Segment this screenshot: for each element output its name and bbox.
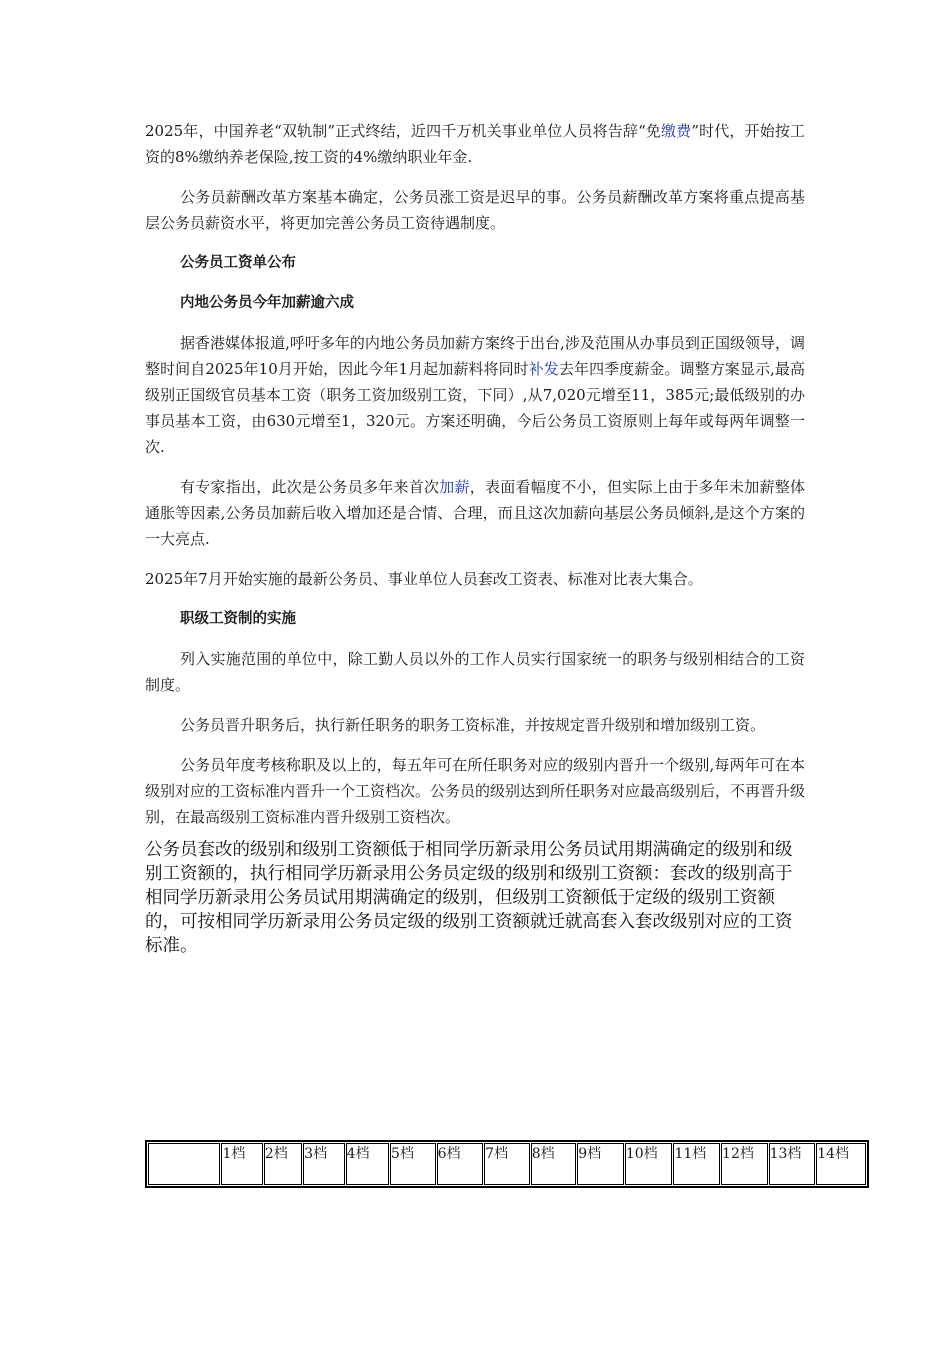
table-header-cell: 10档 (625, 1143, 673, 1185)
paragraph-promotion: 公务员晋升职务后，执行新任职务的职务工资标准，并按规定晋升级别和增加级别工资。 (180, 716, 766, 734)
table-header-cell: 5档 (390, 1143, 436, 1185)
table-header-cell: 3档 (303, 1143, 344, 1185)
link-bufa[interactable]: 补发 (528, 360, 559, 378)
table-header-cell: 11档 (673, 1143, 720, 1185)
paragraph-reform: 公务员薪酬改革方案基本确定，公务员涨工资是迟早的事。公务员薪酬改革方案将重点提高基层公务员薪资水平，将更加完善公务员工资待遇制度。 (145, 188, 805, 232)
text: ，表面看幅度不小，但实际上由于多年未加薪整体通胀等因素,公务员加薪后收入增加还是合情、合理，而且这次加薪向基层公务员倾斜,是这个方案的一大亮点. (145, 478, 805, 548)
table-header-cell: 4档 (346, 1143, 389, 1185)
table-header-cell: 7档 (484, 1143, 530, 1185)
document-body (145, 118, 805, 958)
heading-implementation: 职级工资制的实施 (180, 611, 296, 627)
paragraph-pension (145, 118, 805, 170)
table-header-cell: 2档 (264, 1143, 302, 1185)
text: ”时代，开始按工资的8%缴纳养老保险,按工资的4%缴纳职业年金. (145, 122, 805, 166)
text: 2025年，中国养老“双轨制”正式终结，近四千万机关事业单位人员将告辞“免 (145, 122, 662, 140)
paragraph-assessment: 公务员年度考核称职及以上的，每五年可在所任职务对应的级别内晋升一个级别,每两年可在本级别对应的工资标准内晋升一个工资档次。公务员的级别达到所任职务对应最高级别后，不再晋升级别，在最高级别工资标准内晋升级别工资档次。 (145, 756, 806, 826)
table-header-cell: 1档 (221, 1143, 262, 1185)
heading-raise: 内地公务员今年加薪逾六成 (180, 295, 354, 311)
text: 去年四季度薪金。调整方案显示,最高级别正国级官员基本工资（职务工资加级别工资，下同）,从7,020元增至11，385元;最低级别的办事员基本工资，由630元增至1，320元。方案还明确，今后公务员工资原则上每年或每两年调整一次. (145, 360, 805, 456)
paragraph-hk-report (145, 330, 805, 460)
paragraph-collection: 2025年7月开始实施的最新公务员、事业单位人员套改工资表、标准对比表大集合。 (145, 570, 703, 588)
table-header-cell: 12档 (721, 1143, 768, 1185)
table-header-cell: 6档 (437, 1143, 484, 1185)
text: 据香港媒体报道,呼吁多年的内地公务员加薪方案终于出台,涉及范围从办事员到正国级领导，调整时间自2025年10月开始，因此今年1月起加薪料将同时 (145, 334, 805, 378)
link-jiaxin[interactable]: 加薪 (439, 478, 470, 496)
table-row (148, 1143, 866, 1185)
table-corner-cell (148, 1143, 220, 1185)
paragraph-expert (145, 474, 805, 552)
salary-grade-table (145, 1140, 869, 1188)
paragraph-conversion: 公务员套改的级别和级别工资额低于相同学历新录用公务员试用期满确定的级别和级别工资额的，执行相同学历新录用公务员定级的级别和级别工资额：套改的级别高于相同学历新录用公务员试用期满确定的级别，但级别工资额低于定级的级别工资额的，可按相同学历新录用公务员定级的级别工资额就迁就高套入套改级别对应的工资标准。 (145, 840, 793, 956)
table-header-cell: 13档 (769, 1143, 816, 1185)
paragraph-scope: 列入实施范围的单位中，除工勤人员以外的工作人员实行国家统一的职务与级别相结合的工资制度。 (145, 650, 805, 694)
text: 有专家指出，此次是公务员多年来首次 (180, 478, 440, 496)
table-header-cell: 14档 (816, 1143, 866, 1185)
table-header-cell: 8档 (531, 1143, 577, 1185)
link-jiaofei[interactable]: 缴费 (661, 122, 692, 140)
heading-salary-list: 公务员工资单公布 (180, 255, 296, 271)
table-header-cell: 9档 (577, 1143, 624, 1185)
